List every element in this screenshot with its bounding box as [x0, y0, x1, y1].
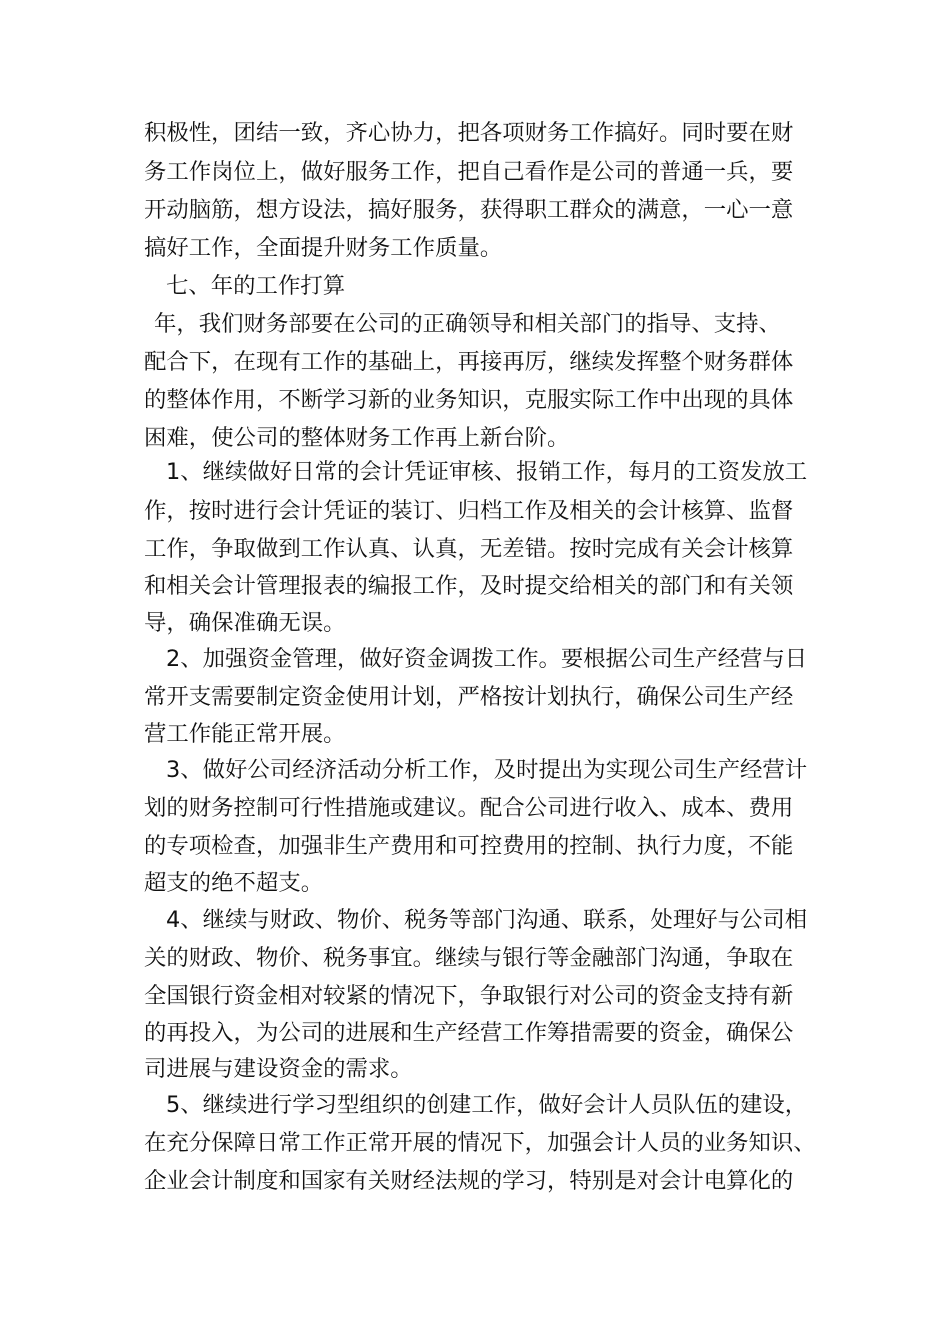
- paragraph-line: 划的财务控制可行性措施或建议。配合公司进行收入、成本、费用: [144, 795, 794, 821]
- paragraph-line: 5、继续进行学习型组织的创建工作，做好会计人员队伍的建设，: [166, 1092, 808, 1118]
- paragraph-line: 的专项检查，加强非生产费用和可控费用的控制、执行力度，不能: [144, 833, 794, 859]
- paragraph-line: 2、加强资金管理，做好资金调拨工作。要根据公司生产经营与日: [166, 646, 808, 672]
- paragraph-line: 作，按时进行会计凭证的装订、归档工作及相关的会计核算、监督: [144, 498, 794, 524]
- paragraph-line: 司进展与建设资金的需求。: [144, 1056, 413, 1082]
- paragraph-line: 搞好工作，全面提升财务工作质量。: [144, 235, 503, 261]
- paragraph-line: 工作，争取做到工作认真、认真，无差错。按时完成有关会计核算: [144, 536, 794, 562]
- paragraph-line: 年，我们财务部要在公司的正确领导和相关部门的指导、支持、: [154, 311, 781, 337]
- paragraph-line: 超支的绝不超支。: [144, 870, 324, 896]
- paragraph-line: 的整体作用，不断学习新的业务知识，克服实际工作中出现的具体: [144, 387, 794, 413]
- paragraph-line: 营工作能正常开展。: [144, 721, 346, 747]
- paragraph-line: 4、继续与财政、物价、税务等部门沟通、联系，处理好与公司相: [166, 907, 808, 933]
- paragraph-line: 积极性，团结一致，齐心协力，把各项财务工作搞好。同时要在财: [144, 120, 794, 146]
- paragraph-line: 配合下，在现有工作的基础上，再接再厉，继续发挥整个财务群体: [144, 349, 794, 375]
- paragraph-line: 导，确保准确无误。: [144, 610, 346, 636]
- paragraph-line: 困难，使公司的整体财务工作再上新台阶。: [144, 425, 570, 451]
- paragraph-line: 全国银行资金相对较紧的情况下，争取银行对公司的资金支持有新: [144, 983, 794, 1009]
- paragraph-line: 企业会计制度和国家有关财经法规的学习，特别是对会计电算化的: [144, 1168, 794, 1194]
- paragraph-line: 常开支需要制定资金使用计划，严格按计划执行，确保公司生产经: [144, 684, 794, 710]
- paragraph-line: 关的财政、物价、税务事宜。继续与银行等金融部门沟通，争取在: [144, 945, 794, 971]
- paragraph-line: 1、继续做好日常的会计凭证审核、报销工作，每月的工资发放工: [166, 459, 808, 485]
- section-heading: 七、年的工作打算: [166, 273, 346, 299]
- paragraph-line: 3、做好公司经济活动分析工作，及时提出为实现公司生产经营计: [166, 757, 808, 783]
- paragraph-line: 的再投入，为公司的进展和生产经营工作筹措需要的资金，确保公: [144, 1020, 794, 1046]
- paragraph-line: 开动脑筋，想方设法，搞好服务，获得职工群众的满意，一心一意: [144, 197, 794, 223]
- paragraph-line: 务工作岗位上，做好服务工作，把自己看作是公司的普通一兵，要: [144, 159, 794, 185]
- paragraph-line: 和相关会计管理报表的编报工作，及时提交给相关的部门和有关领: [144, 573, 794, 599]
- paragraph-line: 在充分保障日常工作正常开展的情况下，加强会计人员的业务知识、: [144, 1130, 816, 1156]
